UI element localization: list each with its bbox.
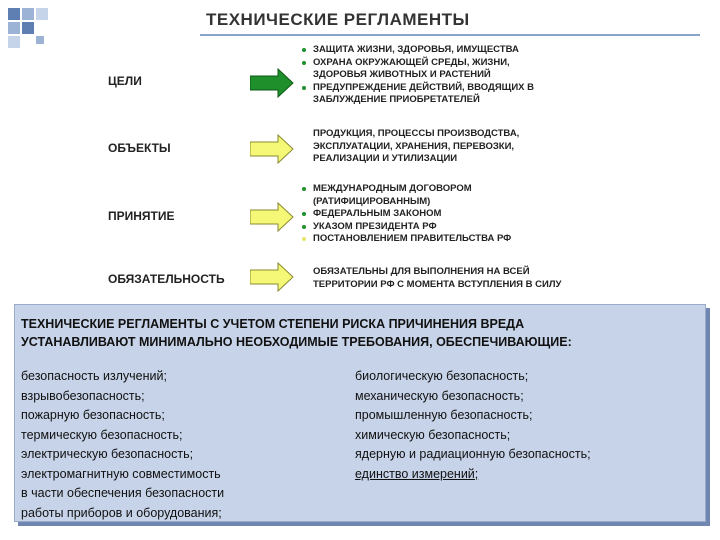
objects-text: ПРОДУКЦИЯ, ПРОЦЕССЫ ПРОИЗВОДСТВА, ЭКСПЛУАТАЦИИ, ХРАНЕНИЯ, ПЕРЕВОЗКИ, РЕАЛИЗАЦИИ И УТИЛИЗАЦИИ	[313, 128, 520, 164]
list-item: промышленную безопасность;	[355, 408, 533, 422]
list-item: ПРЕДУПРЕЖДЕНИЕ ДЕЙСТВИЙ, ВВОДЯЩИХ В	[300, 82, 534, 95]
list-item: пожарную безопасность;	[21, 408, 165, 422]
page-title: ТЕХНИЧЕСКИЕ РЕГЛАМЕНТЫ	[206, 10, 470, 29]
bullet-icon	[302, 187, 306, 191]
requirements-box	[14, 304, 706, 522]
row-label-obligation: ОБЯЗАТЕЛЬНОСТЬ	[108, 272, 225, 286]
corner-square	[8, 22, 20, 34]
corner-square	[8, 36, 20, 48]
corner-square	[36, 8, 48, 20]
requirements-left-column	[21, 367, 224, 523]
requirements-heading: ТЕХНИЧЕСКИЕ РЕГЛАМЕНТЫ С УЧЕТОМ СТЕПЕНИ РИСКА ПРИЧИНЕНИЯ ВРЕДА УСТАНАВЛИВАЮТ МИНИМАЛЬНО НЕОБХОДИМЫЕ ТРЕБОВАНИЯ, ОБЕСПЕЧИВАЮЩИЕ:	[21, 317, 572, 349]
bullet-icon	[302, 61, 306, 65]
list-item: химическую безопасность;	[355, 427, 511, 442]
goals-list	[300, 44, 534, 107]
corner-square	[22, 22, 34, 34]
obligation-text: ОБЯЗАТЕЛЬНЫ ДЛЯ ВЫПОЛНЕНИЯ НА ВСЕЙ ТЕРРИТОРИИ РФ С МОМЕНТА ВСТУПЛЕНИЯ В СИЛУ	[313, 266, 562, 290]
bullet-icon	[302, 48, 306, 52]
list-item-continuation: (РАТИФИЦИРОВАННЫМ)	[313, 195, 431, 207]
list-item: работы приборов и оборудования;	[21, 505, 222, 520]
bullet-icon	[302, 86, 306, 90]
list-item-continuation: ЗДОРОВЬЯ ЖИВОТНЫХ И РАСТЕНИЙ	[313, 69, 491, 80]
list-item: биологическую безопасность;	[355, 369, 529, 383]
list-item: ОХРАНА ОКРУЖАЮЩЕЙ СРЕДЫ, ЖИЗНИ,	[300, 57, 534, 70]
list-item: механическую безопасность;	[355, 388, 524, 403]
list-item: ФЕДЕРАЛЬНЫМ ЗАКОНОМ	[300, 208, 511, 221]
corner-square	[36, 36, 44, 44]
adoption-list	[300, 183, 511, 246]
arrow-right-icon	[250, 262, 294, 292]
bullet-icon	[302, 237, 306, 241]
list-item-link[interactable]: единство измерений;	[355, 466, 479, 481]
arrow-right-icon	[250, 202, 294, 232]
list-item: ядерную и радиационную безопасность;	[355, 447, 591, 461]
list-item: электромагнитную совместимость	[21, 466, 221, 481]
corner-square	[22, 8, 34, 20]
bullet-icon	[302, 225, 306, 229]
list-item: электрическую безопасность;	[21, 447, 194, 461]
list-item: термическую безопасность;	[21, 427, 183, 442]
arrow-right-icon	[250, 68, 294, 98]
corner-square	[8, 8, 20, 20]
row-label-objects: ОБЪЕКТЫ	[108, 141, 171, 155]
bullet-icon	[302, 212, 306, 216]
arrow-right-icon	[250, 134, 294, 164]
list-item: ПОСТАНОВЛЕНИЕМ ПРАВИТЕЛЬСТВА РФ	[300, 233, 511, 246]
row-label-adoption: ПРИНЯТИЕ	[108, 209, 175, 223]
list-item: взрывобезопасность;	[21, 388, 145, 403]
list-item: ЗАЩИТА ЖИЗНИ, ЗДОРОВЬЯ, ИМУЩЕСТВА	[300, 44, 534, 57]
requirements-right-column	[355, 367, 591, 484]
list-item: МЕЖДУНАРОДНЫМ ДОГОВОРОМ	[300, 183, 511, 196]
row-label-goals: ЦЕЛИ	[108, 74, 142, 88]
list-item: УКАЗОМ ПРЕЗИДЕНТА РФ	[300, 221, 511, 234]
list-item: в части обеспечения безопасности	[21, 486, 225, 500]
list-item: безопасность излучений;	[21, 369, 167, 383]
list-item-continuation: ЗАБЛУЖДЕНИЕ ПРИОБРЕТАТЕЛЕЙ	[313, 94, 480, 105]
